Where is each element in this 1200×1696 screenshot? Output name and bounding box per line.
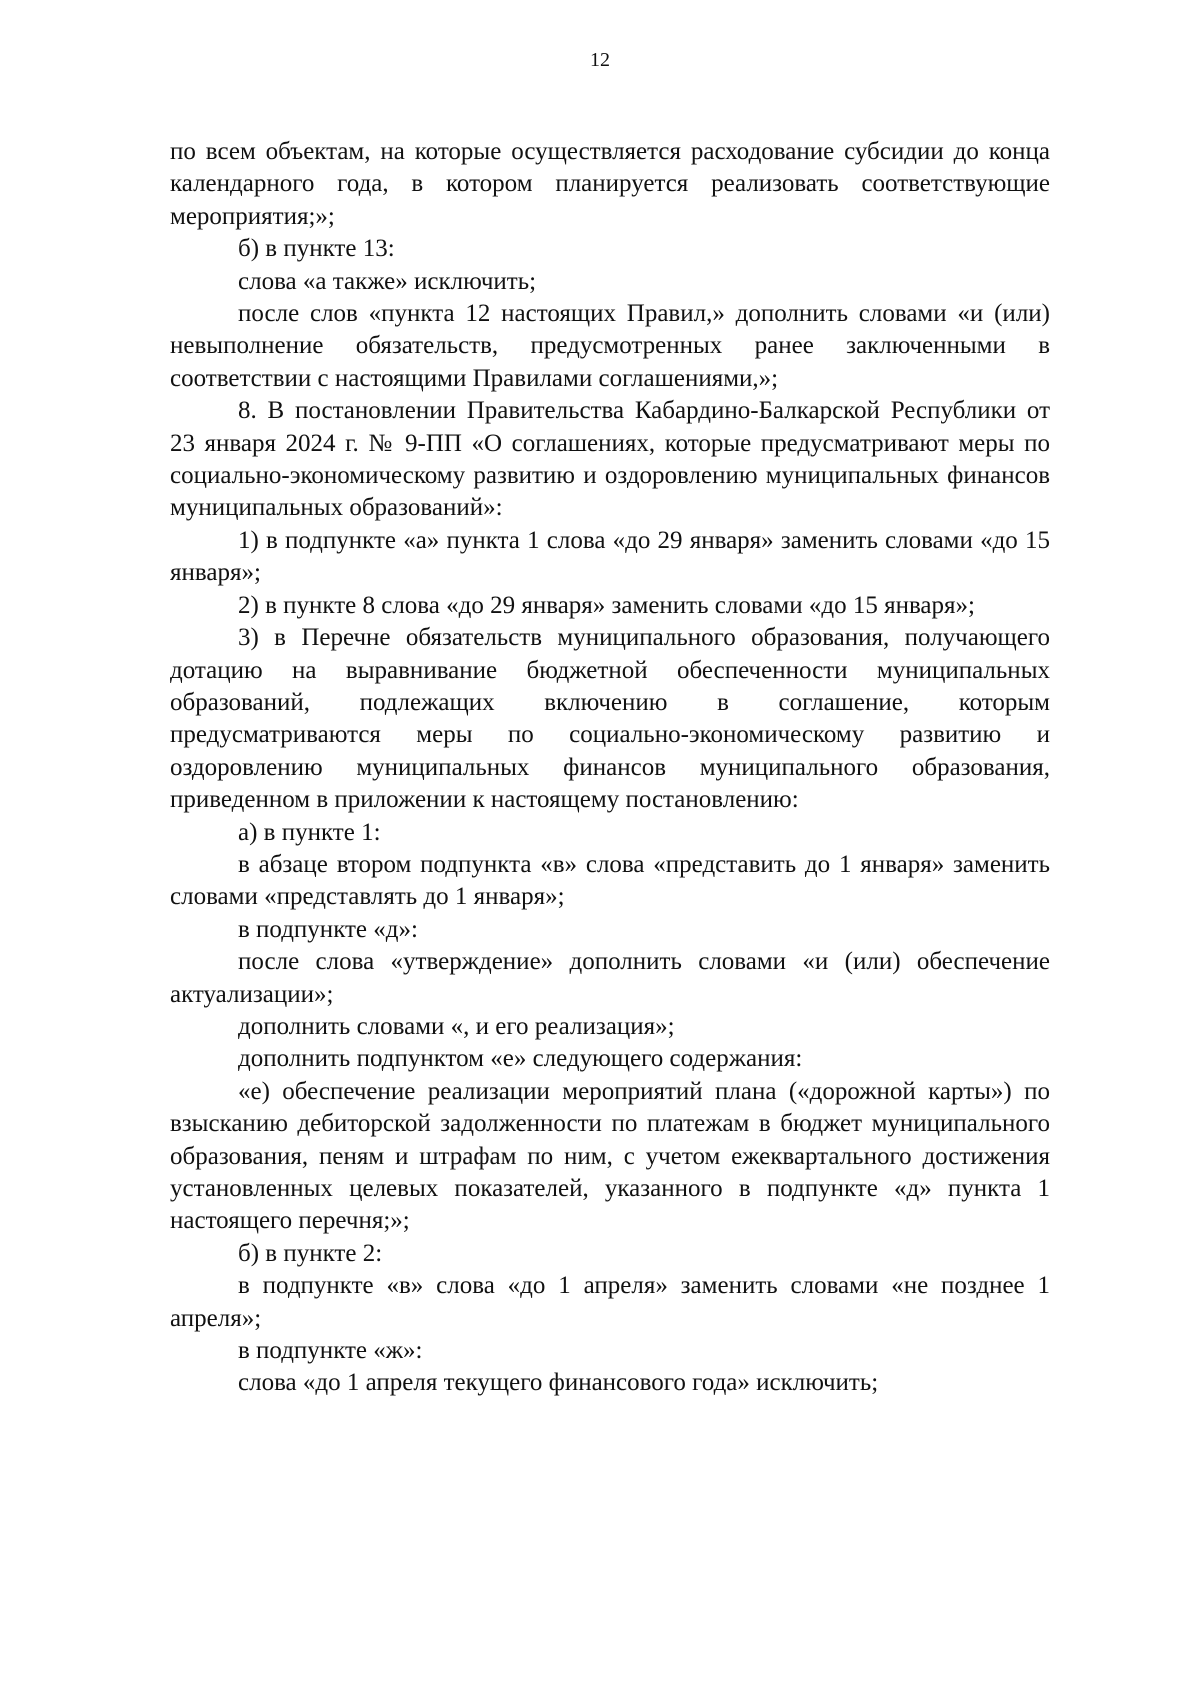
page-number: 12: [590, 49, 610, 71]
paragraph-5: 8. В постановлении Правительства Кабардино-Балкарской Республики от 23 января 2024 г. № 9-ПП «О соглашениях, которые предусматривают меры по социально-экономическому развитию и оздоровлению муниципальных финансов муниципальных образований»:: [170, 397, 1050, 522]
paragraph-1: по всем объектам, на которые осуществляется расходование субсидии до конца календарного года, в котором планируется реализовать соответствующие мероприятия;»;: [170, 138, 1050, 230]
paragraph-9: а) в пункте 1:: [238, 818, 381, 846]
paragraph-12: после слова «утверждение» дополнить словами «и (или) обеспечение актуализации»;: [170, 948, 1050, 1008]
paragraph-17: в подпункте «в» слова «до 1 апреля» заменить словами «не позднее 1 апреля»;: [170, 1272, 1050, 1332]
paragraph-6: 1) в подпункте «а» пункта 1 слова «до 29 января» заменить словами «до 15 января»;: [170, 526, 1050, 587]
paragraph-18: в подпункте «ж»:: [238, 1337, 423, 1365]
paragraph-13: дополнить словами «, и его реализация»;: [238, 1012, 675, 1040]
paragraph-4: после слов «пункта 12 настоящих Правил,» дополнить словами «и (или) невыполнение обязательств, предусмотренных ранее заключенными в соответствии с настоящими Правилами соглашениями,»;: [170, 300, 1050, 392]
paragraph-8: 3) в Перечне обязательств муниципального образования, получающего дотацию на выравнивание бюджетной обеспеченности муниципальных образований, подлежащих включению в соглашение, которым предусматриваются меры по социально-экономическому развитию и оздоровлению муниципальных финансов муниципального образования, приведенном в приложении к настоящему постановлению:: [170, 624, 1050, 814]
paragraph-16: б) в пункте 2:: [238, 1239, 383, 1267]
paragraph-3: слова «а также» исключить;: [238, 267, 537, 295]
paragraph-14: дополнить подпунктом «е» следующего содержания:: [238, 1045, 803, 1073]
paragraph-11: в подпункте «д»:: [238, 915, 418, 943]
paragraph-15: «е) обеспечение реализации мероприятий плана («дорожной карты») по взысканию дебиторской задолженности по платежам в бюджет муниципального образования, пеням и штрафам по ним, с учетом ежеквартального достижения установленных целевых показателей, указанного в подпункте «д» пункта 1 настоящего перечня;»;: [170, 1077, 1050, 1235]
document-body: [170, 136, 1050, 1400]
paragraph-2: б) в пункте 13:: [238, 235, 395, 263]
paragraph-7: 2) в пункте 8 слова «до 29 января» заменить словами «до 15 января»;: [238, 591, 975, 619]
paragraph-10: в абзаце втором подпункта «в» слова «представить до 1 января» заменить словами «представлять до 1 января»;: [170, 850, 1050, 911]
paragraph-19: слова «до 1 апреля текущего финансового года» исключить;: [238, 1369, 879, 1397]
